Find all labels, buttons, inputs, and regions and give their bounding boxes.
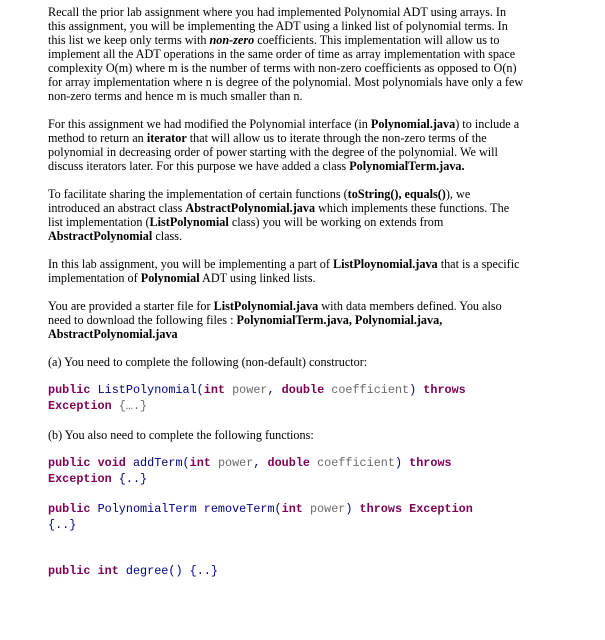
text-line: this assignment, you will be implementing the ADT using a linked list of polynomial terms. In — [48, 19, 508, 33]
text-line: In this lab assignment, you will be implementing a part of ListPloynomial.java that is a specific — [48, 257, 520, 271]
code-line: Exception {….} — [48, 399, 148, 413]
text-line: To facilitate sharing the implementation of certain functions (toString(), equals()), we — [48, 187, 471, 201]
text-line: Recall the prior lab assignment where you had implemented Polynomial ADT using arrays. In — [48, 5, 507, 19]
text-line: complexity O(m) where m is the number of terms with non-zero coefficients as opposed to O(n) — [48, 61, 517, 75]
code-line: public PolynomialTerm removeTerm(int power) throws Exception — [48, 502, 473, 516]
text-line: method to return an iterator that will allow us to iterate through the non-zero terms of the — [48, 131, 487, 145]
task-b-label: (b) You also need to complete the following functions: — [48, 428, 314, 442]
text-line: discuss iterators later. For this purpose we have added a class PolynomialTerm.java. — [48, 159, 465, 173]
starter-files-paragraph — [48, 299, 578, 341]
text-line: implementation of Polynomial ADT using linked lists. — [48, 271, 316, 285]
task-a — [48, 355, 578, 369]
text-line: list implementation (ListPolynomial class) you will be working on extends from — [48, 215, 444, 229]
code-degree — [48, 563, 578, 579]
emphasis-non-zero: non-zero — [209, 33, 255, 47]
abstract-class-paragraph — [48, 187, 578, 243]
text-line: need to download the following files : PolynomialTerm.java, Polynomial.java, — [48, 313, 443, 327]
code-constructor — [48, 382, 578, 414]
text-line: polynomial in decreasing order of power starting with the degree of the polynomial. We will — [48, 145, 498, 159]
text-line: for array implementation where n is degree of the polynomial. Most polynomials have only a few — [48, 75, 524, 89]
text-line: AbstractPolynomial class. — [48, 229, 183, 243]
document-body — [48, 5, 578, 593]
text-line: AbstractPolynomial.java — [48, 327, 178, 341]
text-line: You are provided a starter file for ListPolynomial.java with data members defined. You also — [48, 299, 502, 313]
text-line: this list we keep only terms with non-zero coefficients. This implementation will allow us to — [48, 33, 500, 47]
lab-scope-paragraph — [48, 257, 578, 285]
code-add-term — [48, 455, 578, 487]
intro-paragraph — [48, 5, 578, 103]
code-line: public void addTerm(int power, double coefficient) throws — [48, 456, 452, 470]
text-line: implement all the ADT operations in the same order of time as array implementation with space — [48, 47, 516, 61]
text-line: introduced an abstract class AbstractPolynomial.java which implements these functions. The — [48, 201, 510, 215]
code-remove-term — [48, 501, 578, 533]
task-b — [48, 428, 578, 442]
code-line: public ListPolynomial(int power, double coefficient) throws — [48, 383, 466, 397]
code-line: {..} — [48, 518, 77, 532]
text-line: non-zero terms and hence m is much smaller than n. — [48, 89, 303, 103]
code-line: public int degree() {..} — [48, 564, 218, 578]
text-line: For this assignment we had modified the Polynomial interface (in Polynomial.java) to include a — [48, 117, 520, 131]
iterator-paragraph — [48, 117, 578, 173]
task-a-label: (a) You need to complete the following (non-default) constructor: — [48, 355, 368, 369]
code-line: Exception {..} — [48, 472, 148, 486]
